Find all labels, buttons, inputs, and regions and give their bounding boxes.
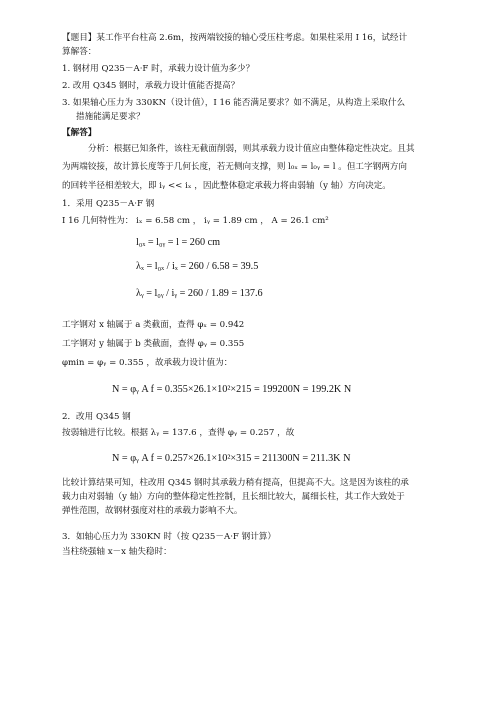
- section-2-text: 按弱轴进行比较。根据 λᵧ = 137.6 ，查得 φᵧ = 0.257 ，故: [62, 428, 295, 438]
- section-2-conclusion-2: 载力由对弱轴（y 轴）方向的整体稳定性控制，且长细比较大，属细长柱，其工作大致处于: [62, 492, 405, 502]
- answer-heading: 【解答】: [62, 128, 97, 138]
- equation-slenderness-y: λᵧ = l₀ᵧ / iᵧ = 260 / 1.89 = 137.6: [136, 288, 263, 299]
- equation-capacity-q345: N = φᵧ A f = 0.257×26.1×10²×315 = 211300N = 211.3K N: [112, 453, 351, 464]
- section-2-heading: 2．改用 Q345 钢: [62, 412, 131, 422]
- analysis-line-1: 分析：根据已知条件，该柱无截面削弱，则其承载力设计值应由整体稳定性决定。且其: [88, 144, 415, 154]
- phi-x-line: 工字钢对 x 轴属于 a 类截面，查得 φₓ = 0.942: [62, 320, 245, 330]
- section-3-heading: 3．如轴心压力为 330KN 时（按 Q235－A·F 钢计算）: [62, 532, 276, 542]
- question-3-line-1: 3. 如果轴心压力为 330KN（设计值），I 16 能否满足要求？如不满足，从构造上采取什么: [62, 98, 406, 108]
- question-3-line-2: 措施能满足要求？: [76, 112, 145, 122]
- equation-slenderness-x: λₓ = l₀ₓ / iₓ = 260 / 6.58 = 39.5: [136, 261, 259, 272]
- equation-effective-length: l₀ₓ = l₀ᵧ = l = 260 cm: [136, 237, 221, 248]
- problem-title-line-1: 【题目】某工作平台柱高 2.6m，按两端铰接的轴心受压柱考虑。如果柱采用 I 16，试经计: [62, 33, 408, 43]
- section-1-heading: 1．采用 Q235－A·F 钢: [62, 199, 155, 209]
- section-3-text: 当柱绕强轴 x－x 轴失稳时：: [62, 547, 172, 557]
- phi-min-line: φmin = φᵧ = 0.355 ，故承载力设计值为：: [62, 358, 233, 368]
- analysis-line-2: 为两端铰接，故计算长度等于几何长度，若无侧向支撑，则 l₀ₓ = l₀ᵧ = l 。但工字钢两方向: [62, 162, 407, 172]
- question-2: 2. 改用 Q345 钢时，承载力设计值能否提高？: [62, 81, 240, 91]
- section-2-conclusion-1: 比较计算结果可知，柱改用 Q345 钢时其承载力稍有提高，但提高不大。这是因为该柱的承: [62, 478, 409, 488]
- question-1: 1. 钢材用 Q235－A·F 时，承载力设计值为多少？: [62, 64, 255, 74]
- equation-capacity-q235: N = φᵧ A f = 0.355×26.1×10²×215 = 199200N = 199.2K N: [112, 384, 352, 395]
- analysis-line-3: 的回转半径相差较大，即 iᵧ << iₓ ，因此整体稳定承载力将由弱轴（y 轴）方向决定。: [62, 181, 391, 191]
- phi-y-line: 工字钢对 y 轴属于 b 类截面，查得 φᵧ = 0.355: [62, 339, 245, 349]
- problem-title-line-2: 算解答：: [62, 47, 97, 57]
- section-1-geometry: I 16 几何特性为： iₓ = 6.58 cm ， iᵧ = 1.89 cm ， A = 26.1 cm²: [62, 216, 329, 226]
- section-2-conclusion-3: 弹性范围，故钢材强度对柱的承载力影响不大。: [62, 506, 243, 516]
